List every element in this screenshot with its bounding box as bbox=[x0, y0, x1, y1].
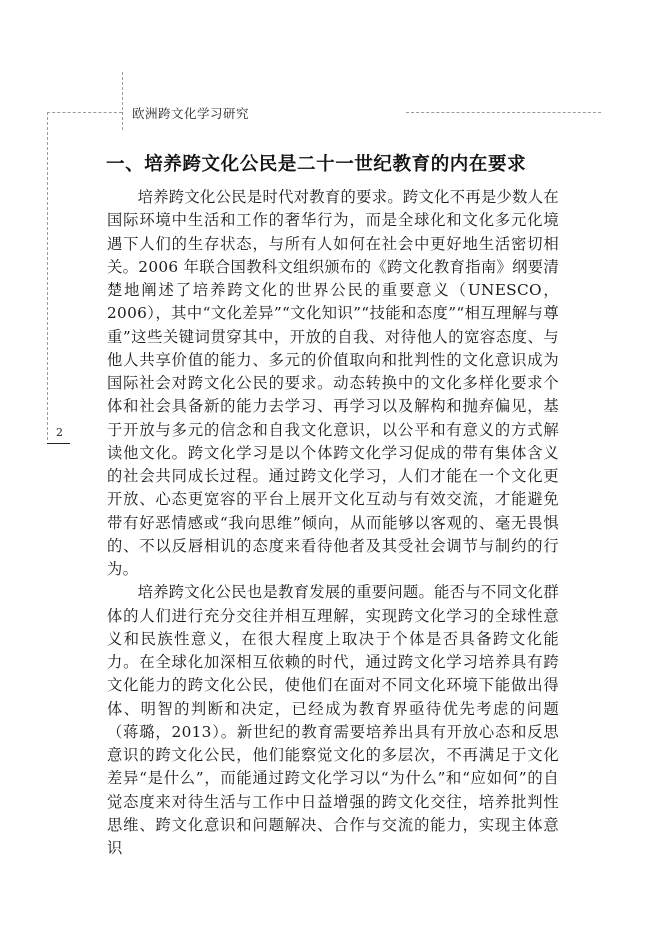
section-heading: 一、培养跨文化公民是二十一世纪教育的内在要求 bbox=[106, 154, 527, 175]
header-vertical-dashed-line bbox=[122, 72, 123, 130]
running-title: 欧洲跨文化学习研究 bbox=[132, 106, 250, 121]
page-number-rule bbox=[47, 443, 70, 444]
paragraph-1: 培养跨文化公民是时代对教育的要求。跨文化不再是少数人在国际环境中生活和工作的奢华行为，而是全球化和文化多元化境遇下人们的生存状态，与所有人如何在社会中更好地生活密切相关。2006 年联合国教科文组织颁布的《跨文化教育指南》纲要清楚地阐述了培养跨文化的世界公民的重要意义（UNESCO，2006），其中“文化差异”“文化知识”“技能和态度”“相互理解与尊重”这些关键词贯穿其中，开放的自我、对待他人的宽容态度、与他人共享价值的能力、多元的价值取向和批判性的文化意识成为国际社会对跨文化公民的要求。动态转换中的文化多样化要求个体和社会具备新的能力去学习、再学习以及解构和抛弃偏见，基于开放与多元的信念和自我文化意识，以公平和有意义的方式解读他文化。跨文化学习是以个体跨文化学习促成的带有集体含义的社会共同成长过程。通过跨文化学习，人们才能在一个文化更开放、心态更宽容的平台上展开文化互动与有效交流，才能避免带有好恶情感或“我向思维”倾向，从而能够以客观的、毫无畏惧的、不以反唇相讥的态度来看待他者及其受社会调节与制约的行为。 bbox=[107, 188, 559, 578]
margin-vertical-dashed-line bbox=[47, 112, 48, 440]
paragraph-2: 培养跨文化公民也是教育发展的重要问题。能否与不同文化群体的人们进行充分交往并相互理解，实现跨文化学习的全球性意义和民族性意义，在很大程度上取决于个体是否具备跨文化能力。在全球化加深相互依赖的时代，通过跨文化学习培养具有跨文化能力的跨文化公民，使他们在面对不同文化环境下能做出得体、明智的判断和决定，已经成为教育界亟待优先考虑的问题（蒋璐，2013）。新世纪的教育需要培养出具有开放心态和反思意识的跨文化公民，他们能察觉文化的多层次，不再满足于文化差异“是什么”，而能通过跨文化学习以“为什么”和“应如何”的自觉态度来对待生活与工作中日益增强的跨文化交往，培养批判性思维、跨文化意识和问题解决、合作与交流的能力，实现主体意识 bbox=[107, 583, 559, 857]
header-left-dashed-line bbox=[47, 112, 122, 113]
header-right-dashed-line bbox=[406, 112, 601, 113]
body-text bbox=[107, 186, 559, 860]
page-number: 2 bbox=[56, 426, 63, 439]
